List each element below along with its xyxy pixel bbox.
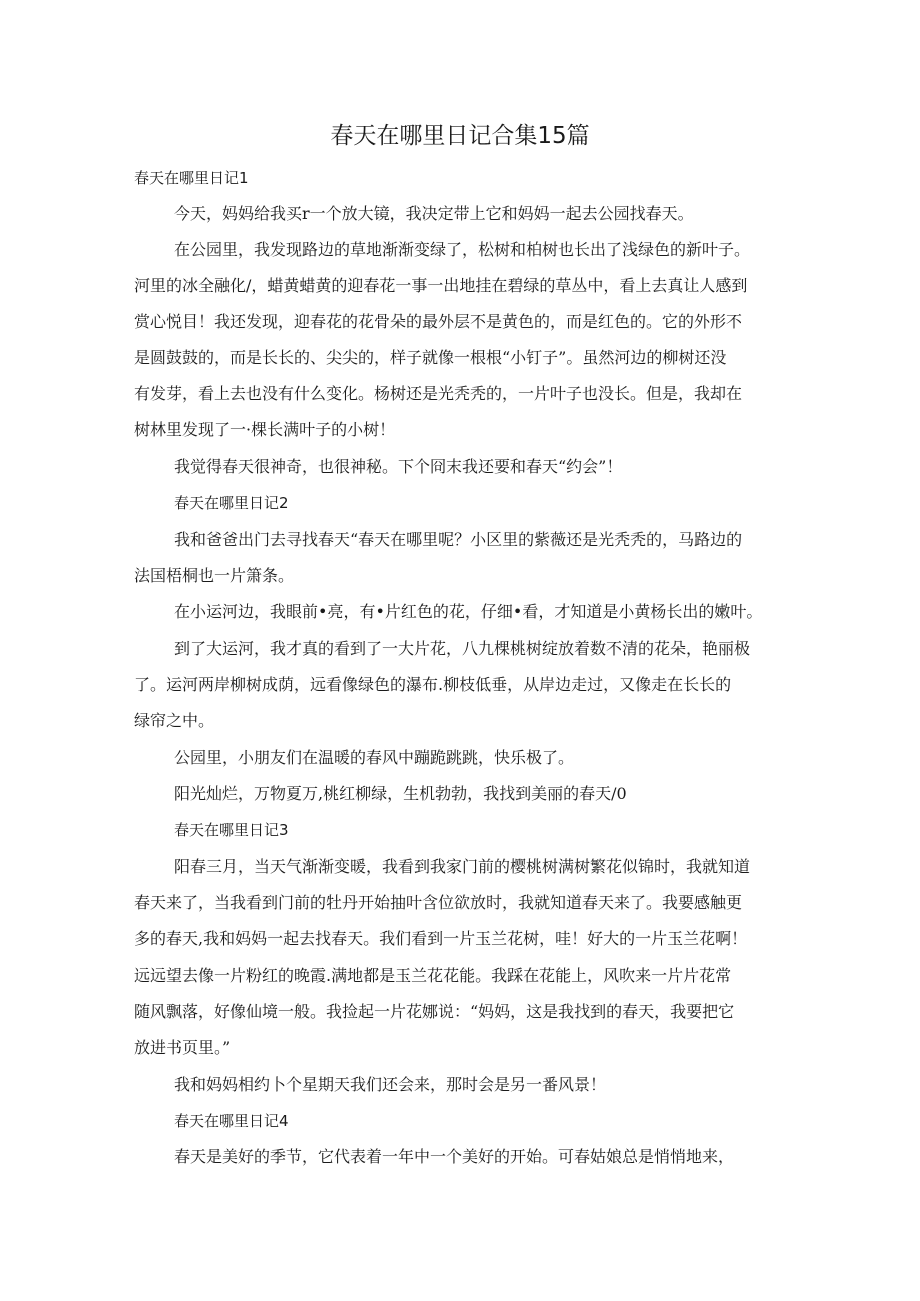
paragraph-line: 远远望去像一片粉红的晚霞.满地都是玉兰花花能。我踩在花能上，风吹来一片片花常: [134, 966, 732, 985]
paragraph-line: 赏心悦目！我还发现，迎春花的花骨朵的最外层不是黄色的，而是红色的。它的外形不: [134, 312, 743, 331]
paragraph-line: 是圆鼓鼓的，而是长长的、尖尖的，样子就像一根根“小钉子”。虽然河边的柳树还没: [134, 348, 727, 367]
paragraph-line: 在公园里，我发现路边的草地渐渐变绿了，松树和柏树也长出了浅绿色的新叶子。: [174, 240, 751, 259]
section-heading: 春天在哪里日记4: [174, 1112, 289, 1130]
paragraph-line: 绿帘之中。: [134, 711, 215, 730]
paragraph-line: 我觉得春天很神奇，也很神秘。下个冏末我还要和春天“约会”！: [174, 457, 623, 476]
section-heading: 春天在哪里日记2: [174, 494, 289, 512]
paragraph-line: 法国梧桐也一片箫条。: [134, 566, 295, 585]
paragraph-line: 我和妈妈相约卜个星期天我们还会来，那时会是另一番风景！: [174, 1075, 607, 1094]
paragraph-line: 了。运河两岸柳树成荫，远看像绿色的瀑布.柳枝低垂，从岸边走过，又像走在长长的: [134, 675, 732, 694]
paragraph-line: 在小运河边，我眼前•亮，有•片红色的花，仔细•看，才知道是小黄杨长出的嫩叶。: [174, 602, 763, 621]
paragraph-line: 随风飘落，好像仙境一般。我捡起一片花娜说：“妈妈，这是我找到的春天，我要把它: [134, 1002, 735, 1021]
paragraph-line: 公园里，小朋友们在温暖的春风中蹦跪跳跳，快乐极了。: [174, 748, 575, 767]
paragraph-line: 河里的冰全融化/，蜡黄蜡黄的迎春花一事一出地挂在碧绿的草丛中，看上去真让人感到: [134, 276, 748, 295]
paragraph-line: 阳春三月，当天气渐渐变暖，我看到我家门前的樱桃树满树繁花似锦时，我就知道: [174, 857, 751, 876]
paragraph-line: 我和爸爸出门去寻找春天“春天在哪里呢？小区里的紫薇还是光秃秃的，马路边的: [174, 530, 743, 549]
paragraph-line: 有发芽，看上去也没有什么变化。杨树还是光秃秃的，一片叶子也没长。但是，我却在: [134, 384, 743, 403]
section-heading: 春天在哪里日记1: [134, 169, 249, 187]
document-title: 春天在哪里日记合集15篇: [330, 123, 590, 149]
paragraph-line: 春天是美好的季节，它代表着一年中一个美好的开始。可春姑娘总是悄悄地来，: [174, 1147, 735, 1166]
paragraph-line: 放进书页里。”: [134, 1038, 231, 1057]
paragraph-line: 春天来了，当我看到门前的牡丹开始抽叶含位欲放时，我就知道春天来了。我要感触更: [134, 893, 743, 912]
section-heading: 春天在哪里日记3: [174, 821, 289, 839]
paragraph-line: 阳光灿烂，万物夏万,桃红柳绿，生机勃勃，我找到美丽的春天/0: [174, 784, 627, 803]
paragraph-line: 多的春天,我和妈妈一起去找春天。我们看到一片玉兰花树，哇！好大的一片玉兰花啊！: [134, 929, 748, 948]
paragraph-line: 到了大运河，我才真的看到了一大片花，八九棵桃树绽放着数不清的花朵，艳丽极: [174, 639, 751, 658]
paragraph-line: 树林里发现了一·棵长满叶子的小树！: [134, 420, 396, 439]
paragraph-line: 今天，妈妈给我买r一个放大镜，我决定带上它和妈妈一起去公园找春天。: [174, 204, 694, 223]
